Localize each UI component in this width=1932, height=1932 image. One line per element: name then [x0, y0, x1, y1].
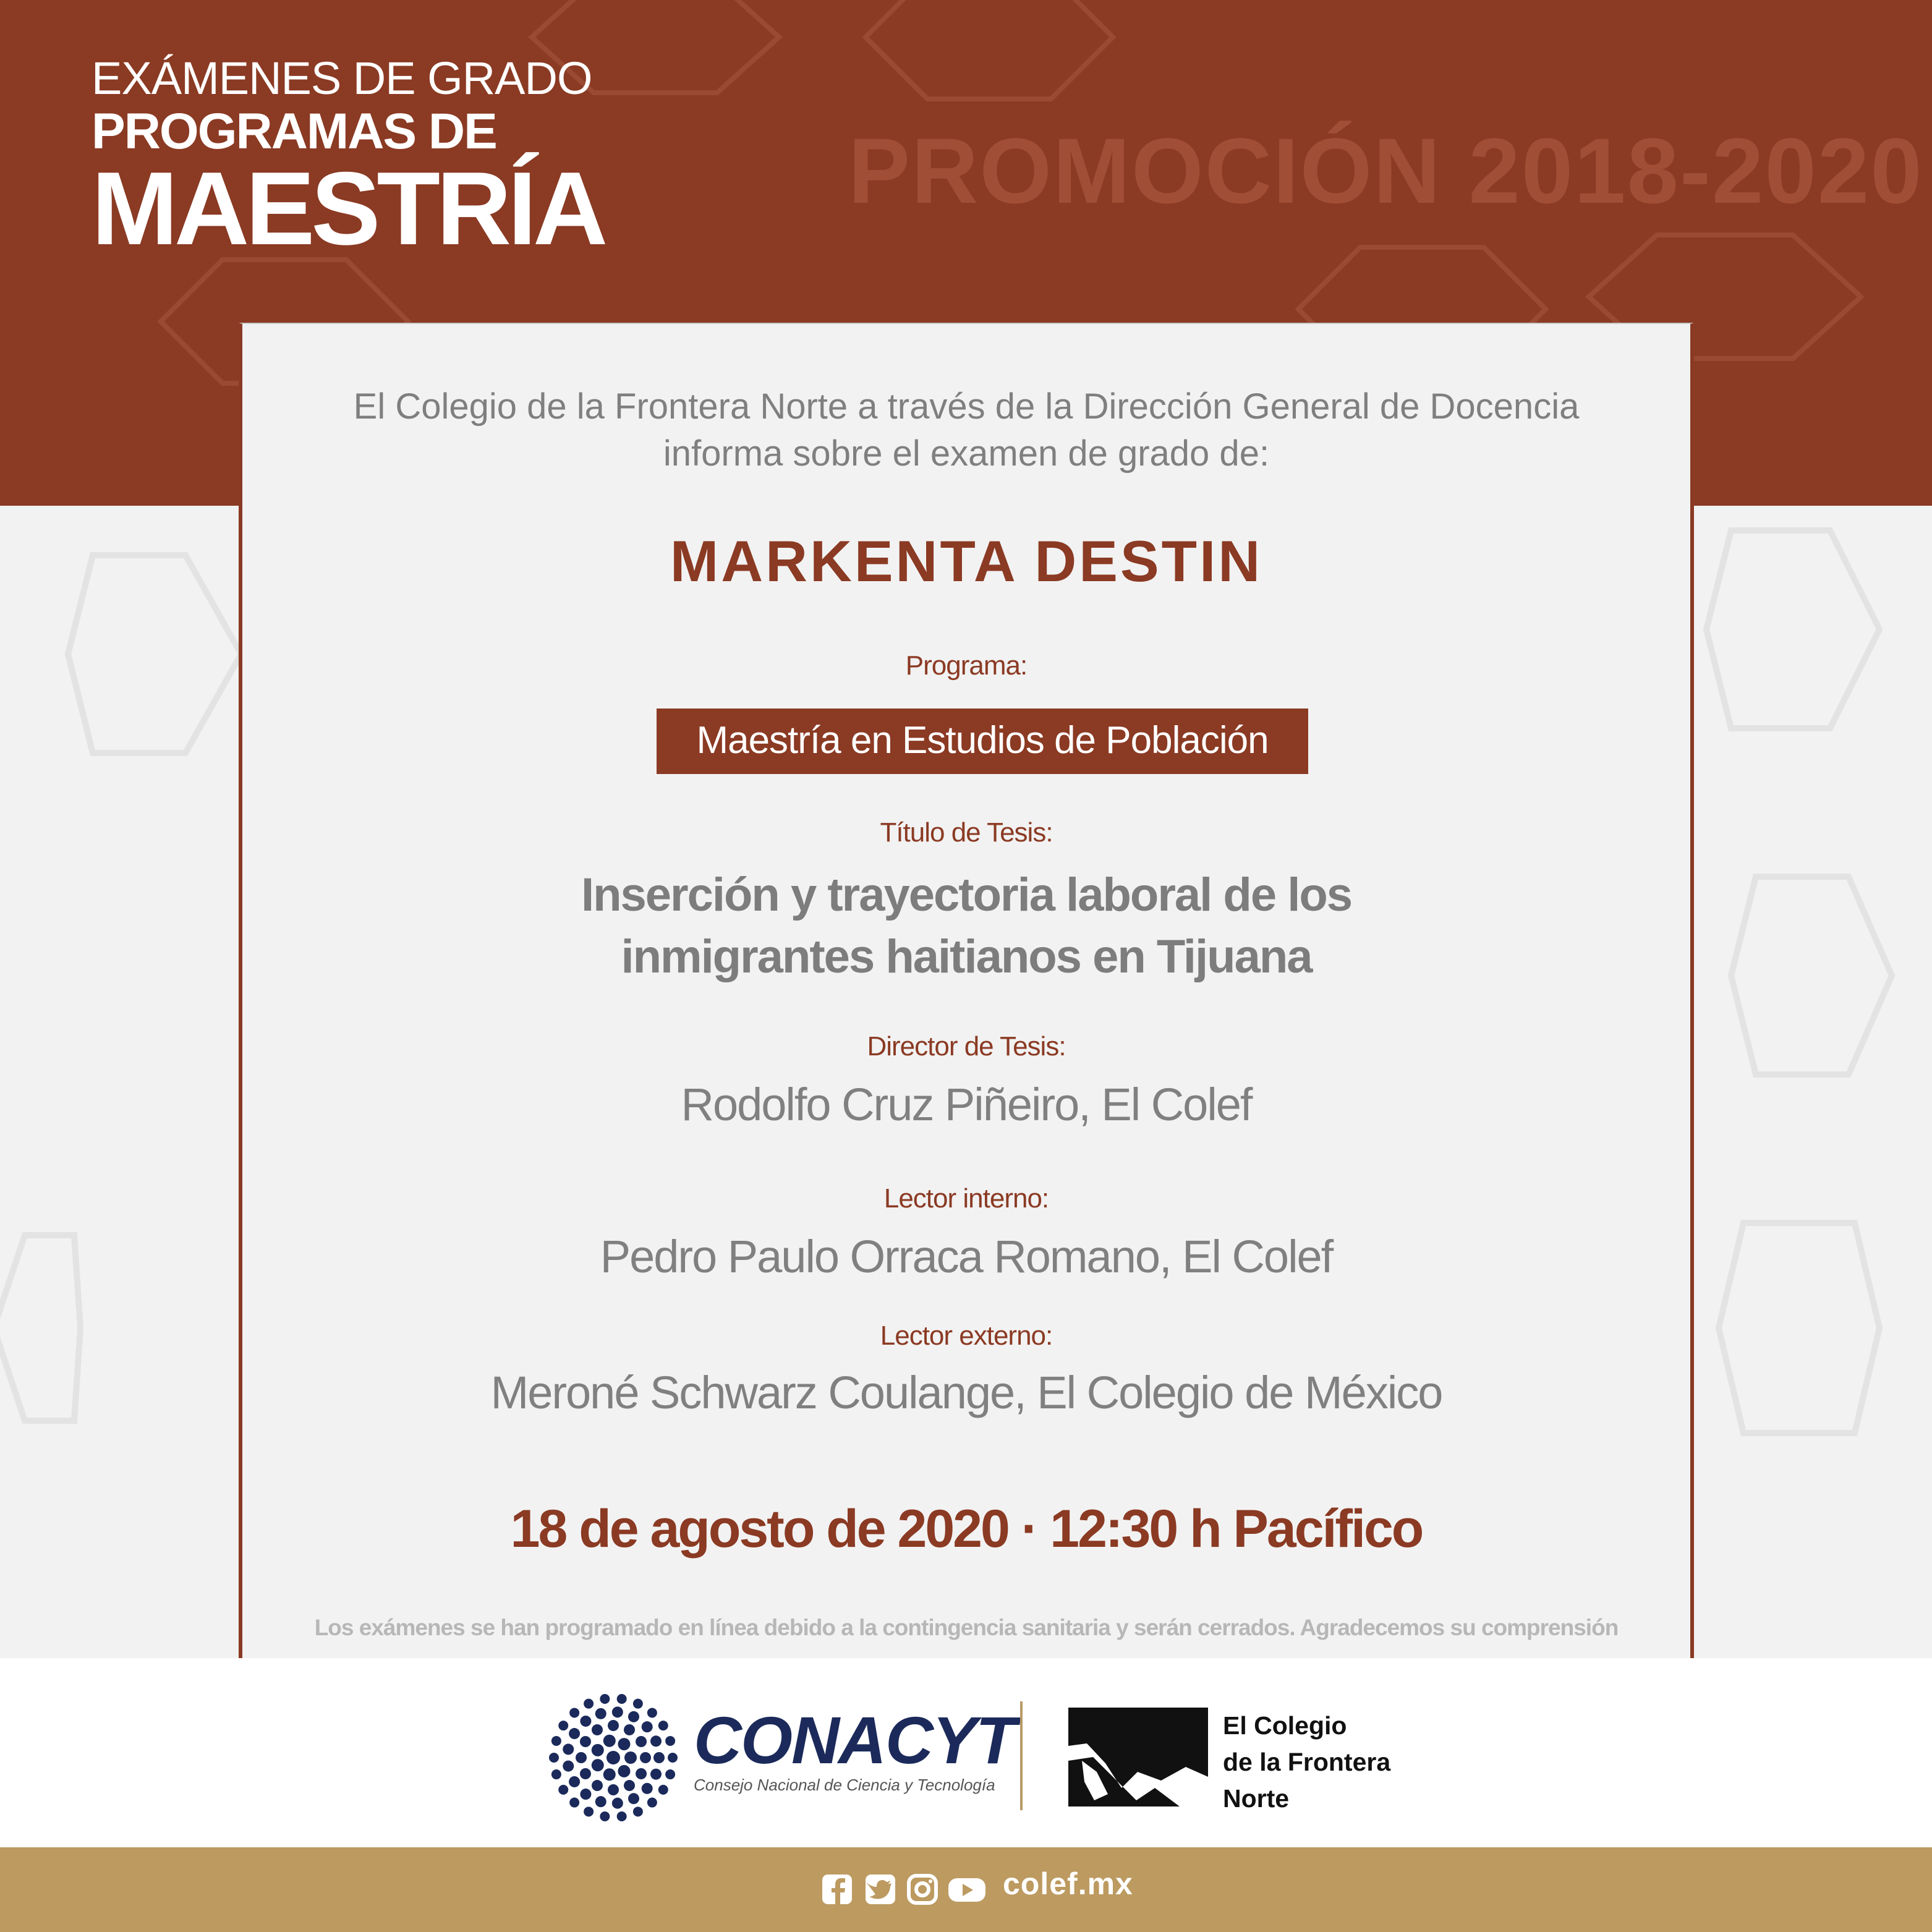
director-name: Rodolfo Cruz Piñeiro, El Colef	[681, 1079, 1252, 1130]
colef-name-line2: de la Frontera	[1223, 1748, 1391, 1776]
program-label: Programa:	[905, 650, 1028, 681]
facebook-icon[interactable]	[822, 1875, 852, 1904]
thesis-title-line1: Inserción y trayectoria laboral de los	[581, 869, 1352, 921]
colef-name-line3: Norte	[1223, 1784, 1290, 1813]
conacyt-subtitle: Consejo Nacional de Ciencia y Tecnología	[694, 1776, 995, 1794]
social-icons	[821, 1871, 989, 1908]
intro-line2: informa sobre el examen de grado de:	[663, 433, 1270, 474]
thesis-title-label: Título de Tesis:	[880, 817, 1053, 848]
header-title-line2: PROGRAMAS DE	[91, 103, 496, 160]
exam-announcement-card	[239, 323, 1694, 1658]
internal-reader-label: Lector interno:	[883, 1183, 1049, 1214]
director-label: Director de Tesis:	[867, 1031, 1066, 1062]
thesis-title-line2: inmigrantes haitianos en Tijuana	[621, 930, 1312, 983]
logo-strip	[0, 1658, 1932, 1847]
exam-datetime: 18 de agosto de 2020 · 12:30 h Pacífico	[510, 1499, 1423, 1559]
intro-line1: El Colegio de la Frontera Norte a través de la Dirección General de Docencia	[353, 386, 1580, 427]
youtube-icon[interactable]	[948, 1878, 985, 1902]
header-title	[91, 51, 605, 266]
footer-bar	[0, 1847, 1932, 1932]
header-title-line1: EXÁMENES DE GRADO	[91, 53, 592, 104]
external-reader-name: Meroné Schwarz Coulange, El Colegio de México	[490, 1367, 1442, 1418]
colef-name-line1: El Colegio	[1223, 1711, 1347, 1740]
instagram-icon[interactable]	[909, 1876, 936, 1903]
promotion-label: PROMOCIÓN 2018-2020	[848, 119, 1923, 223]
twitter-icon[interactable]	[866, 1875, 895, 1904]
student-name: MARKENTA DESTIN	[670, 529, 1263, 594]
colef-logo-icon	[1068, 1708, 1208, 1806]
external-reader-label: Lector externo:	[880, 1321, 1053, 1351]
header-title-line3: MAESTRÍA	[91, 150, 605, 266]
thesis-title	[242, 864, 1690, 988]
internal-reader-name: Pedro Paulo Orraca Romano, El Colef	[600, 1231, 1333, 1282]
program-badge: Maestría en Estudios de Población	[657, 709, 1308, 774]
logo-divider	[1020, 1701, 1023, 1810]
colef-name	[1223, 1708, 1390, 1817]
footnote: Los exámenes se han programado en línea debido a la contingencia sanitaria y serán cerrados. Agradecemos su comprensión	[314, 1615, 1619, 1640]
conacyt-name: CONACYT	[694, 1703, 1015, 1777]
intro-text	[242, 383, 1690, 477]
conacyt-logo-icon	[549, 1693, 678, 1822]
website-link[interactable]: colef.mx	[1003, 1866, 1133, 1901]
